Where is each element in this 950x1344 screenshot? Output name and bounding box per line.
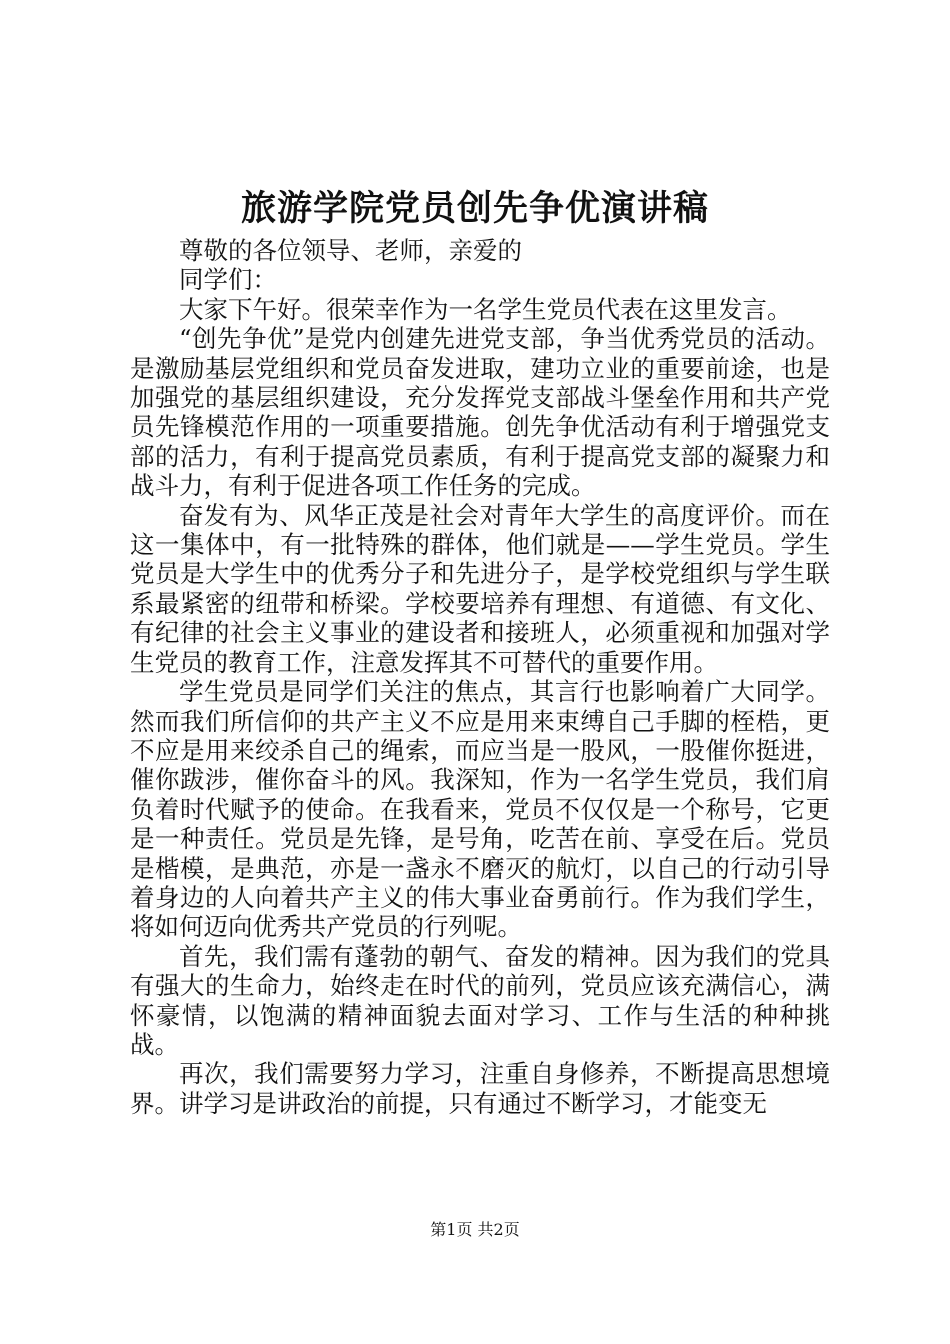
paragraph: 再次，我们需要努力学习，注重自身修养，不断提高思想境界。讲学习是讲政治的前提，只有通过不断学习，才能变无 [130,1059,830,1118]
greeting-line: 同学们： [179,265,277,295]
paragraph: 首先，我们需有蓬勃的朝气、奋发的精神。因为我们的党具有强大的生命力，始终走在时代的前列，党员应该充满信心，满怀豪情，以饱满的精神面貌去面对学习、工作与生活的种种挑战。 [130,941,830,1059]
paragraph: 学生党员是同学们关注的焦点，其言行也影响着广大同学。然而我们所信仰的共产主义不应是用来束缚自己手脚的桎梏，更不应是用来绞杀自己的绳索，而应当是一股风，一股催你挺进，催你跋涉，催你奋斗的风。我深知，作为一名学生党员，我们肩负着时代赋予的使命。在我看来，党员不仅仅是一个称号，它更是一种责任。党员是先锋，是号角，吃苦在前、享受在后。党员是楷模，是典范，亦是一盏永不磨灭的航灯，以自己的行动引导着身边的人向着共产主义的伟大事业奋勇前行。作为我们学生，将如何迈向优秀共产党员的行列呢。 [130,677,830,942]
paragraph: 大家下午好。很荣幸作为一名学生党员代表在这里发言。 [179,294,792,324]
paragraph: “创先争优”是党内创建先进党支部，争当优秀党员的活动。是激励基层党组织和党员奋发进取，建功立业的重要前途，也是加强党的基层组织建设，充分发挥党支部战斗堡垒作用和共产党员先锋模范作用的一项重要措施。创先争优活动有利于增强党支部的活力，有利于提高党员素质，有利于提高党支部的凝聚力和战斗力，有利于促进各项工作任务的完成。 [130,324,830,501]
document-title: 旅游学院党员创先争优演讲稿 [240,188,709,229]
document-body [130,236,830,1118]
greeting-line: 尊敬的各位领导、老师，亲爱的 [179,236,522,265]
paragraph: 奋发有为、风华正茂是社会对青年大学生的高度评价。而在这一集体中，有一批特殊的群体，他们就是——学生党员。学生党员是大学生中的优秀分子和先进分子，是学校党组织与学生联系最紧密的纽带和桥梁。学校要培养有理想、有道德、有文化、有纪律的社会主义事业的建设者和接班人，必须重视和加强对学生党员的教育工作，注意发挥其不可替代的重要作用。 [130,500,830,677]
page-footer: 第1页 共2页 [430,1220,520,1239]
